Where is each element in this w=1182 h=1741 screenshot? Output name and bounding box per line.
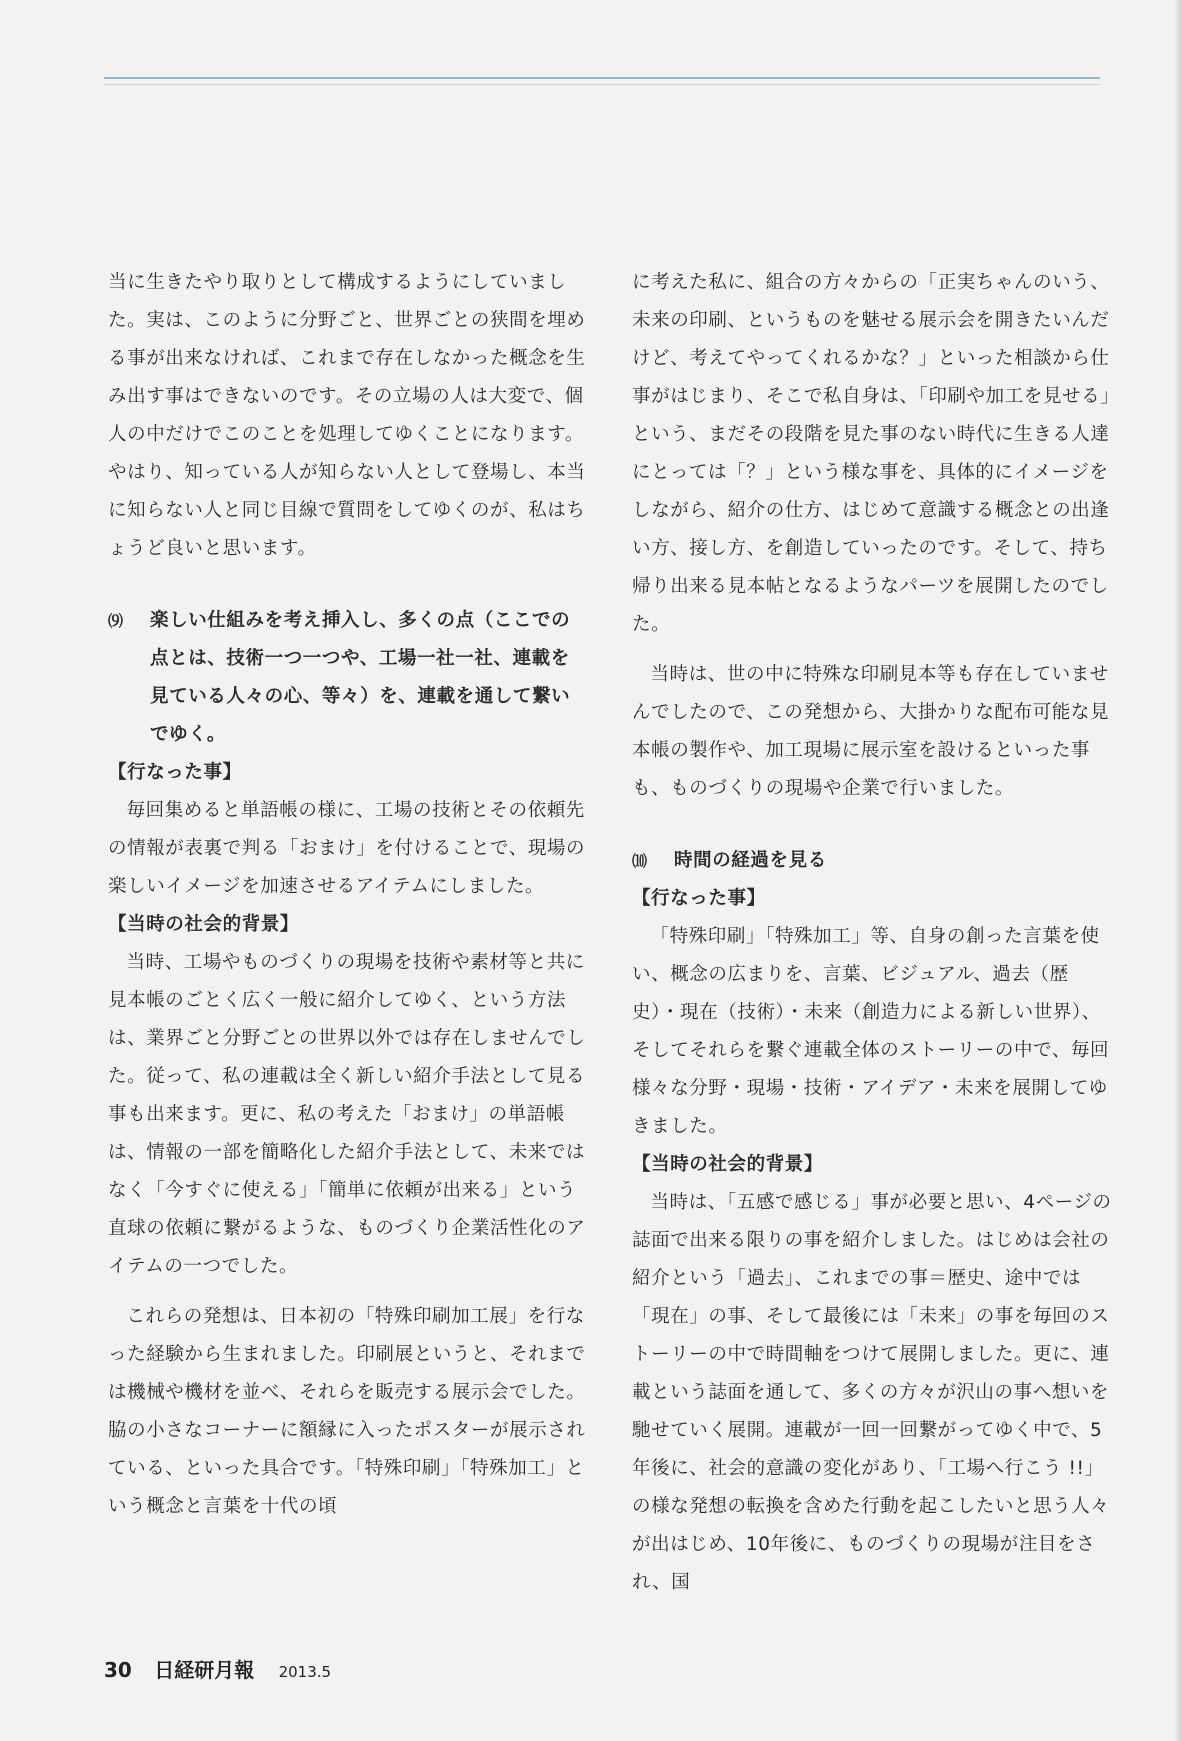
right-heading-did: 【行なった事】 <box>632 888 766 909</box>
right-paragraph-did: 「特殊印刷」「特殊加工」等、自身の創った言葉を使い、概念の広まりを、言葉、ビジュアル、過去（歴史）・現在（技術）・未来（創造力による新しい世界）、そしてそれらを繋ぐ連載全体のストーリーの中で、毎回様々な分野・現場・技術・アイデア・未来を展開してゆきました。 <box>632 926 1110 1137</box>
right-paragraph-continued: に考えた私に、組合の方々からの「正実ちゃんのいう、未来の印刷、というものを魅せる展示会を開きたいんだけど、考えてやってくれるかな？」といった相談から仕事がはじまり、そこで私自身は、「印刷や加工を見せる」という、まだその段階を見た事のない時代に生きる人達にとっては「？」という様な事を、具体的にイメージをしながら、紹介の仕方、はじめて意識する概念との出逢い方、接し方、を創造していったのです。そして、持ち帰り出来る見本帖となるようなパーツを展開したのでした。 <box>632 272 1111 635</box>
page-number: 30 <box>104 1658 132 1682</box>
item-10-number: ⑽ <box>632 852 648 870</box>
right-heading-background: 【当時の社会的背景】 <box>632 1154 824 1175</box>
header-rule <box>104 77 1100 85</box>
item-10-heading: 時間の経過を見る <box>674 850 827 871</box>
left-paragraph-continued: 当に生きたやり取りとして構成するようにしていました。実は、このように分野ごと、世界ごとの狭間を埋める事が出来なければ、これまで存在しなかった概念を生み出す事はできないのです。その立場の人は大変で、個人の中だけでこのことを処理してゆくことになります。やはり、知っている人が知らない人として登場し、本当に知らない人と同じ目線で質問をしてゆくのが、私はちょうど良いと思います。 <box>108 272 586 559</box>
item-10 <box>632 842 1112 880</box>
left-paragraph-origin: これらの発想は、日本初の「特殊印刷加工展」を行なった経験から生まれました。印刷展というと、それまでは機械や機材を並べ、それらを販売する展示会でした。脇の小さなコーナーに額縁に入ったポスターが展示されている、といった具合です。「特殊印刷」「特殊加工」という概念と言葉を十代の頃 <box>108 1306 586 1517</box>
item-9-heading: 楽しい仕組みを考え挿入し、多くの点（ここでの点とは、技術一つ一つや、工場一社一社、連載を見ている人々の心、等々）を、連載を通して繋いでゆく。 <box>150 610 571 745</box>
left-paragraph-did: 毎回集めると単語帳の様に、工場の技術とその依頼先の情報が表裏で判る「おまけ」を付けることで、現場の楽しいイメージを加速させるアイテムにしました。 <box>108 800 586 897</box>
left-paragraph-background: 当時、工場やものづくりの現場を技術や素材等と共に見本帳のごとく広く一般に紹介してゆく、という方法は、業界ごと分野ごとの世界以外では存在しませんでした。従って、私の連載は全く新しい紹介手法として見る事も出来ます。更に、私の考えた「おまけ」の単語帳は、情報の一部を簡略化した紹介手法として、未来ではなく「今すぐに使える」「簡単に依頼が出来る」という直球の依頼に繋がるような、ものづくり企業活性化のアイテムの一つでした。 <box>108 952 586 1277</box>
right-paragraph-2: 当時は、世の中に特殊な印刷見本等も存在していませんでしたので、この発想から、大掛かりな配布可能な見本帳の製作や、加工現場に展示室を設けるといった事も、ものづくりの現場や企業で行いました。 <box>632 664 1110 799</box>
right-paragraph-background: 当時は、「五感で感じる」事が必要と思い、4ページの誌面で出来る限りの事を紹介しました。はじめは会社の紹介という「過去」、これまでの事＝歴史、途中では「現在」の事、そして最後には「未来」の事を毎回のストーリーの中で時間軸をつけて展開しました。更に、連載という誌面を通して、多くの方々が沢山の事へ想いを馳せていく展開。連載が一回一回繋がってゆく中で、5年後に、社会的意識の変化があり、「工場へ行こう !!」の様な発想の転換を含めた行動を起こしたいと思う人々が出はじめ、10年後に、ものづくりの現場が注目をされ、国 <box>632 1192 1112 1593</box>
magazine-title: 日経研月報 <box>154 1658 255 1682</box>
right-column <box>632 264 1112 1602</box>
left-heading-background: 【当時の社会的背景】 <box>108 914 300 935</box>
issue-date: 2013.5 <box>278 1663 332 1681</box>
item-9-number: ⑼ <box>108 612 124 630</box>
left-column <box>108 264 588 1526</box>
page-footer <box>104 1654 331 1683</box>
page-edge-shadow <box>1174 0 1182 1741</box>
item-9 <box>108 602 588 754</box>
left-heading-did: 【行なった事】 <box>108 762 242 783</box>
